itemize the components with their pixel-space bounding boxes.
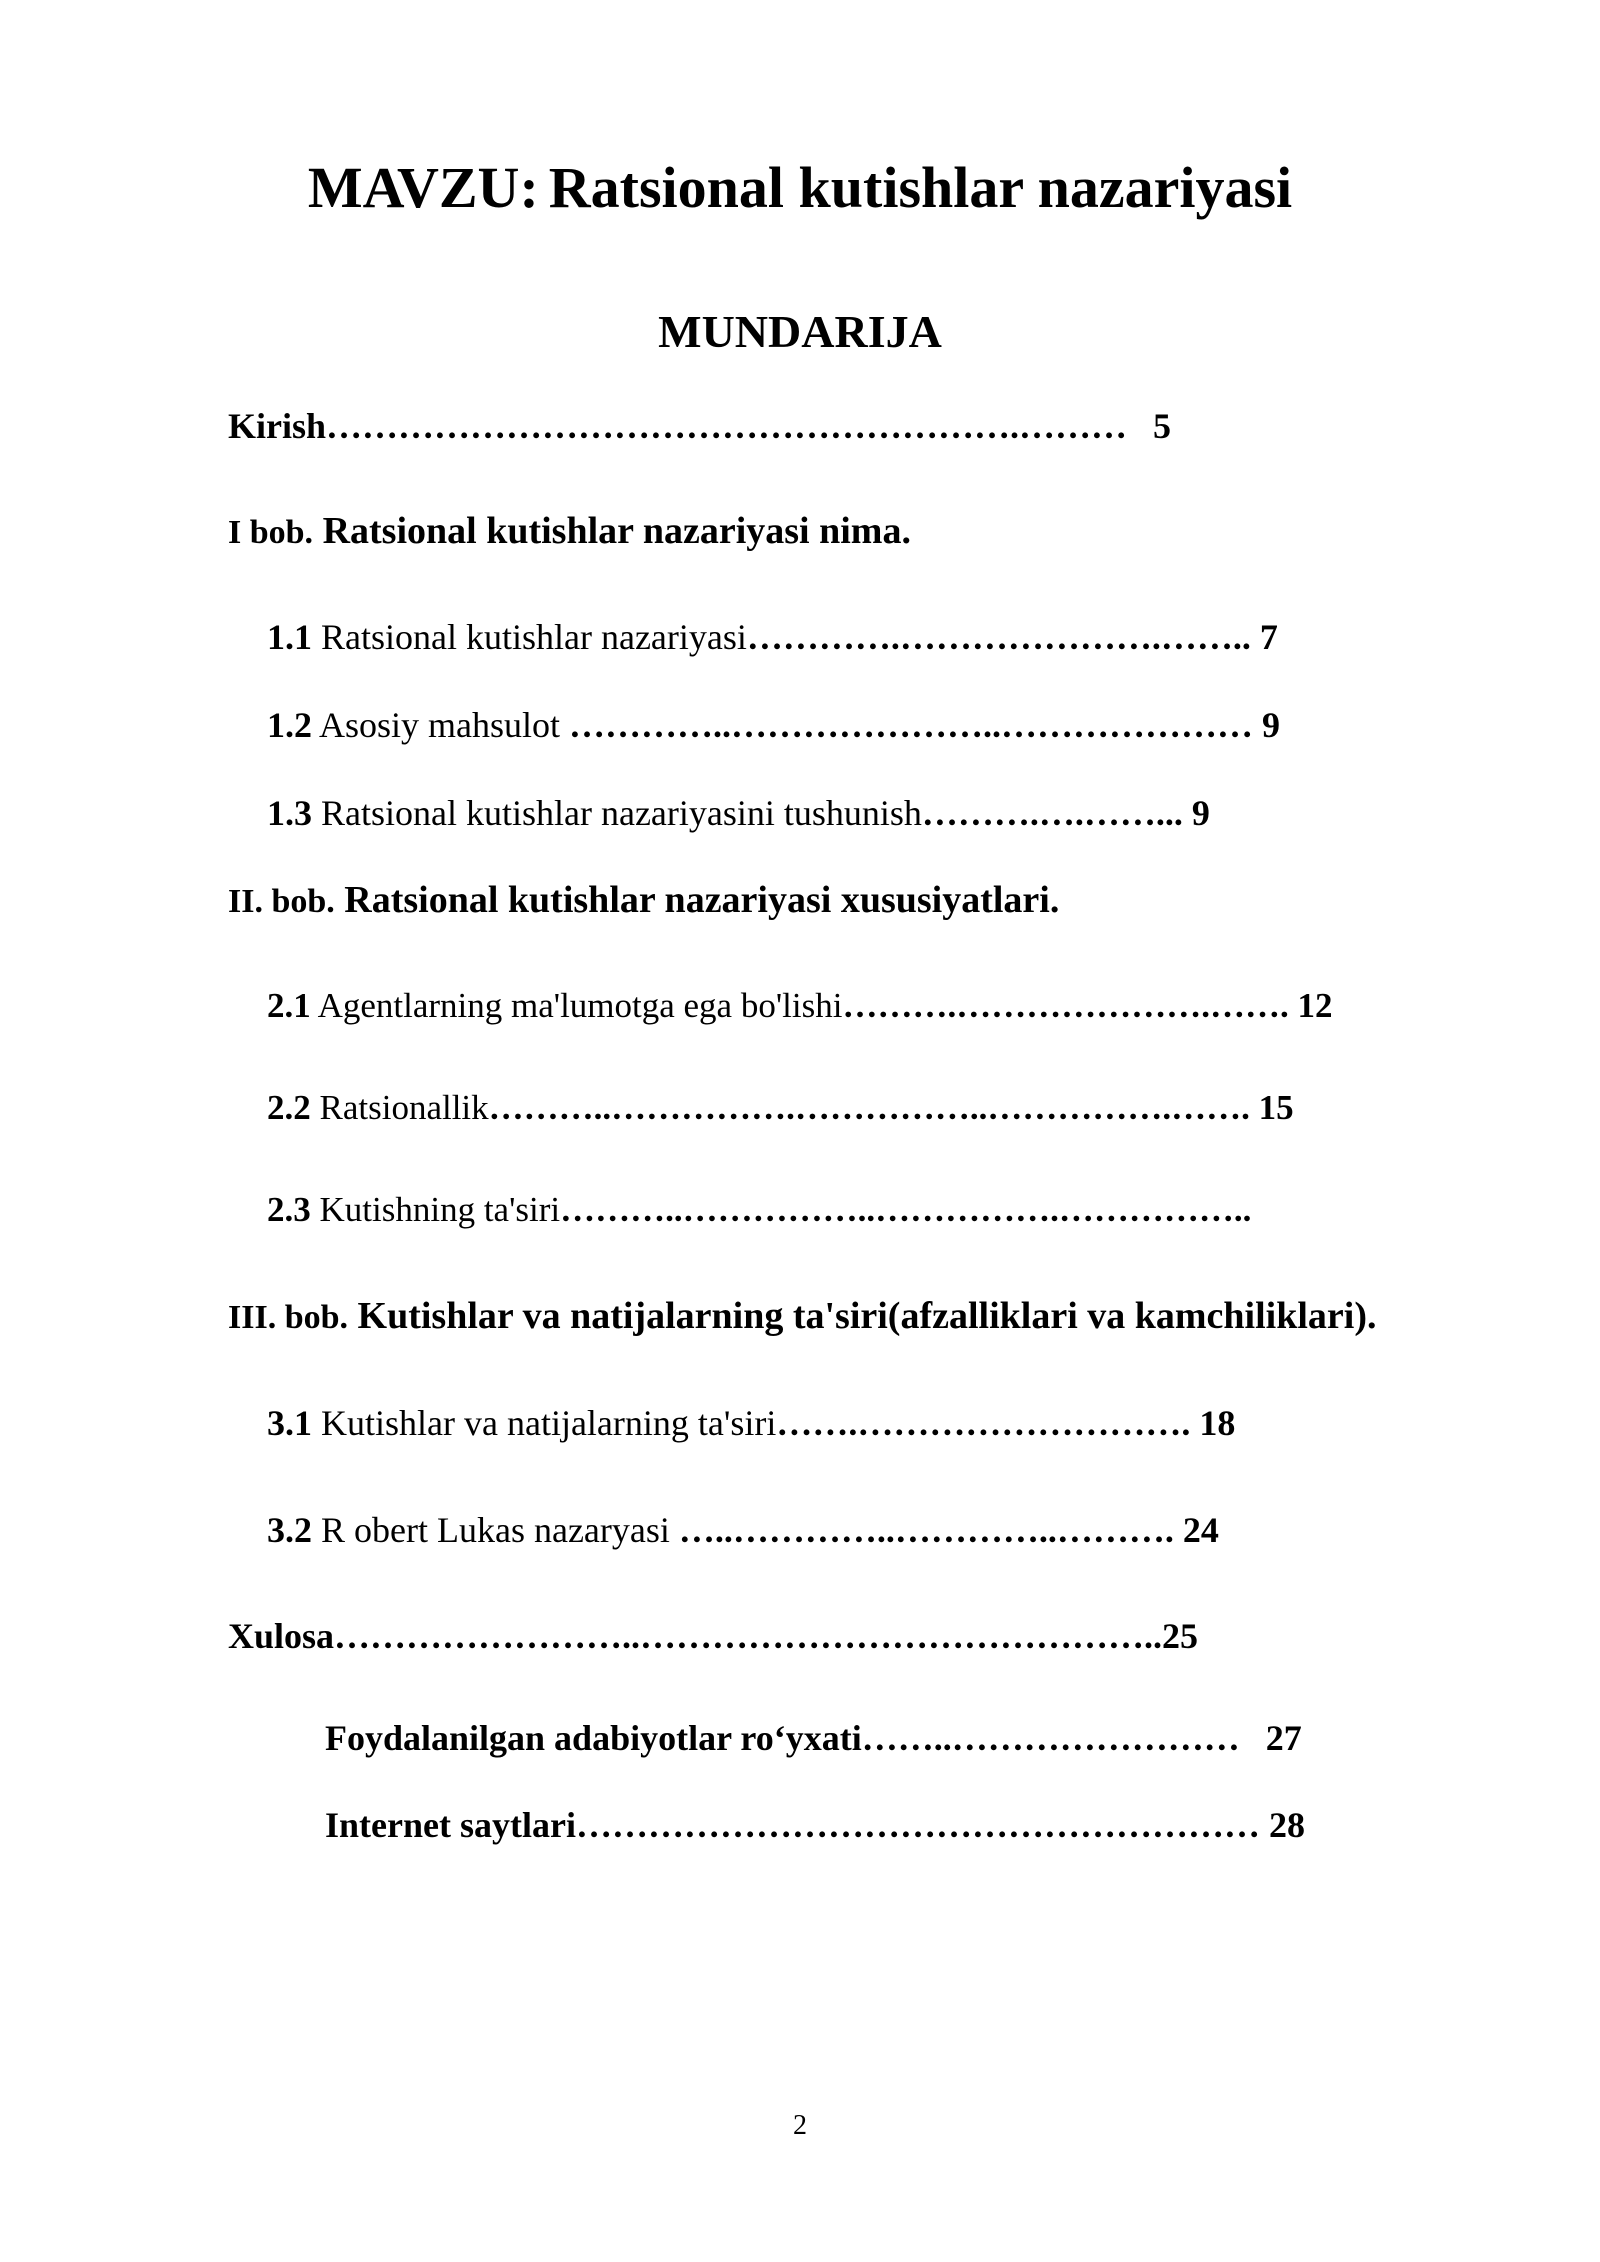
toc-page-number: 18 (1199, 1403, 1236, 1443)
toc-leader-dots: …..…………..…………..………. (678, 1510, 1174, 1550)
toc-page-number: 12 (1297, 986, 1333, 1025)
toc-entry-1-2[interactable] (267, 700, 1280, 750)
chapter-title: Ratsional kutishlar nazariyasi xususiyatlari. (344, 879, 1060, 921)
toc-page-number: 28 (1268, 1805, 1305, 1845)
toc-entry-3-2[interactable] (267, 1505, 1219, 1555)
toc-page-number: 24 (1182, 1510, 1219, 1550)
toc-entry-label: Xulosa (228, 1616, 335, 1656)
chapter-label: II. bob. (228, 883, 335, 920)
toc-leader-dots: ……….….……... (921, 793, 1183, 833)
toc-entry-label: Kirish (228, 406, 327, 446)
toc-entry-3-1[interactable] (267, 1398, 1235, 1448)
toc-entry-1-1[interactable] (267, 612, 1278, 662)
section-number: 3.2 (267, 1510, 312, 1550)
chapter-title: Ratsional kutishlar nazariyasi nima. (322, 510, 911, 552)
toc-leader-dots: …………..…………………..………………… (569, 705, 1254, 745)
section-number: 2.3 (267, 1190, 311, 1229)
chapter-title: Kutishlar va natijalarning ta'siri(afzalliklari va kamchiliklari). (357, 1295, 1377, 1337)
toc-entry-internet-sites[interactable] (325, 1800, 1305, 1850)
toc-leader-dots: ………..…………….……………..…………….……. (488, 1088, 1250, 1127)
toc-page-number: 15 (1258, 1088, 1294, 1127)
toc-entry-1-3[interactable] (267, 788, 1210, 838)
title-prefix: MAVZU: (307, 155, 539, 220)
toc-page-number: 9 (1262, 705, 1281, 745)
toc-page-number: 25 (1162, 1616, 1199, 1656)
toc-entry-label: Ratsional kutishlar nazariyasi (321, 617, 747, 657)
section-number: 1.1 (267, 617, 312, 657)
section-number: 3.1 (267, 1403, 312, 1443)
toc-entry-2-1[interactable] (267, 981, 1332, 1031)
chapter-label: I bob. (228, 514, 314, 551)
toc-leader-dots: ………………………………………………….……… (326, 406, 1128, 446)
toc-entry-label: Foydalanilgan adabiyotlar ro‘yxati (325, 1718, 862, 1758)
toc-leader-dots: …….………………………. (776, 1403, 1191, 1443)
toc-chapter-3[interactable] (228, 1291, 1377, 1343)
toc-page-number: 27 (1265, 1718, 1302, 1758)
toc-entry-label: Kutishlar va natijalarning ta'siri (321, 1403, 777, 1443)
footer-page-number: 2 (793, 2110, 807, 2141)
toc-leader-dots: ………….………………….…….. (746, 617, 1251, 657)
toc-entry-2-2[interactable] (267, 1083, 1294, 1133)
toc-page-number: 9 (1191, 793, 1210, 833)
toc-page-number: 5 (1153, 406, 1172, 446)
toc-entry-label: Ratsional kutishlar nazariyasini tushunish (321, 793, 922, 833)
toc-heading: MUNDARIJA (658, 306, 942, 357)
toc-chapter-2[interactable] (228, 875, 1059, 927)
section-number: 1.2 (267, 705, 312, 745)
toc-leader-dots: ……….………………….……. (842, 986, 1289, 1025)
section-number: 2.2 (267, 1088, 311, 1127)
toc-entry-label: Agentlarning ma'lumotga ega bo'lishi (317, 986, 843, 1025)
section-number: 1.3 (267, 793, 312, 833)
toc-entry-label: Ratsionallik (319, 1088, 489, 1127)
toc-entry-kirish[interactable] (228, 401, 1171, 451)
toc-entry-xulosa[interactable] (228, 1611, 1198, 1661)
toc-leader-dots: ………………………………………………… (575, 1805, 1260, 1845)
toc-entry-bibliography[interactable] (325, 1713, 1302, 1763)
toc-leader-dots: ……..…………………… (861, 1718, 1240, 1758)
title-topic: Ratsional kutishlar nazariyasi (548, 155, 1293, 220)
toc-leader-dots: ……………………..…………………………………….. (334, 1616, 1163, 1656)
toc-entry-2-3[interactable] (267, 1185, 1251, 1235)
toc-entry-label: Internet saytlari (325, 1805, 576, 1845)
chapter-label: III. bob. (228, 1299, 349, 1336)
section-number: 2.1 (267, 986, 311, 1025)
page-title (0, 148, 1600, 228)
toc-chapter-1[interactable] (228, 506, 911, 558)
toc-entry-label: Asosiy mahsulot (319, 705, 561, 745)
toc-entry-label: R obert Lukas nazaryasi (321, 1510, 670, 1550)
toc-leader-dots: ………..……………..…………….…………….. (560, 1190, 1252, 1229)
toc-entry-label: Kutishning ta'siri (319, 1190, 561, 1229)
toc-page-number: 7 (1259, 617, 1278, 657)
